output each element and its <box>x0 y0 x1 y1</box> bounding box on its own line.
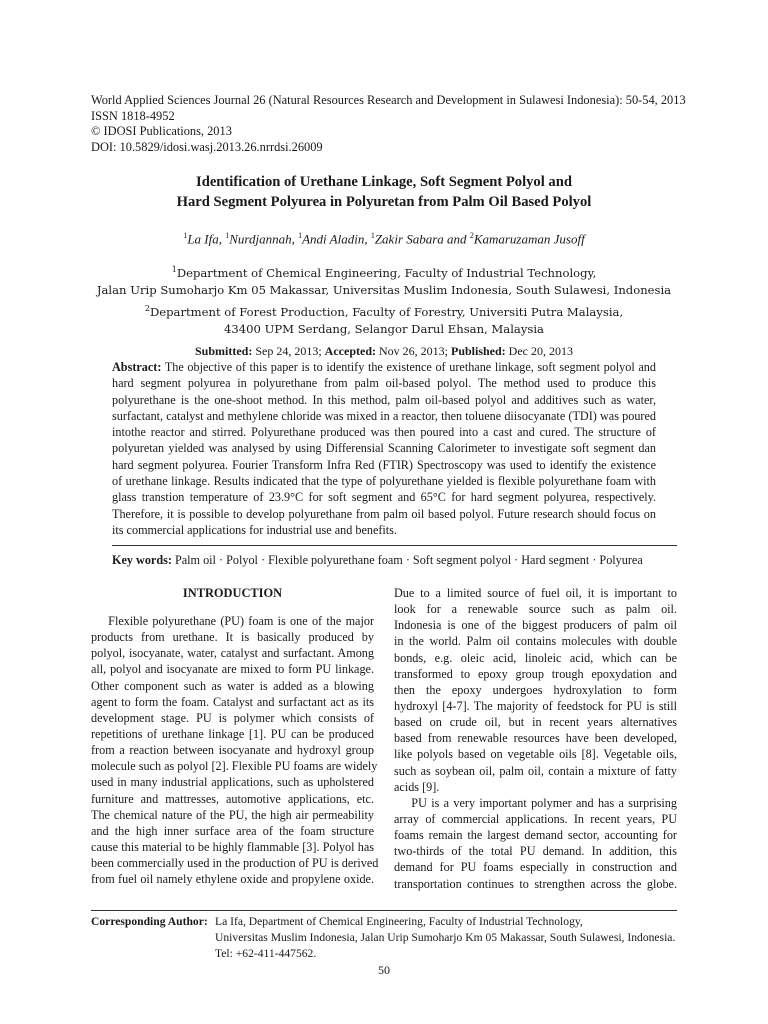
footer-line-2: Universitas Muslim Indonesia, Jalan Urip Sumoharjo Km 05 Makassar, South Sulawesi, Indonesia. <box>215 931 676 944</box>
abstract-label: Abstract: <box>112 360 162 374</box>
body-line: The chemical nature of the PU, the high air permeability <box>91 807 374 822</box>
body-line: such as soybean oil, palm oil, contain a mixture of fatty <box>394 763 677 778</box>
author-sup: 1 <box>225 231 230 240</box>
affiliation-text: Department of Forest Production, Faculty of Forestry, Universiti Putra Malaysia, <box>149 304 624 319</box>
affiliations <box>0 261 768 338</box>
abstract-line: Therefore, it is possible to develop polyurethane from palm oil based polyol. Future research should focus on <box>112 506 656 521</box>
copyright: © IDOSI Publications, 2013 <box>91 124 232 139</box>
corresponding-author <box>91 914 691 962</box>
keywords-label: Key words: <box>112 553 172 567</box>
body-line: like polyols based on vegetable oils [8]. Vegetable oils, <box>394 747 677 762</box>
abstract <box>112 359 656 538</box>
accepted-label: Accepted: <box>324 344 376 358</box>
body-line: and the high inner surface area of the foam structure <box>91 823 374 838</box>
body-line: cause this material to be highly flammable [3]. Polyol has <box>91 839 374 854</box>
author-name: Andi Aladin, <box>302 231 371 247</box>
abstract-line <box>112 359 656 375</box>
author-name: Nurdjannah, <box>229 231 299 247</box>
title-line-1: Identification of Urethane Linkage, Soft Segment Polyol and <box>196 174 572 190</box>
abstract-line: glass transtion temperature of 23.9°C for soft segment and 65°C for hard segment polyurea, respectively. <box>112 490 656 505</box>
affiliation-sup: 2 <box>144 303 150 313</box>
body-line: Flexible polyurethane (PU) foam is one of the major <box>91 614 374 628</box>
affiliation-1-line-1 <box>0 261 768 282</box>
body-line: agent to form the foam. Catalyst and surfactant act as its <box>91 694 374 709</box>
author-sup: 1 <box>298 231 303 240</box>
keywords-text: Palm oil · Polyol · Flexible polyurethane foam · Soft segment polyol · Hard segment · Polyurea <box>171 553 643 567</box>
abstract-line: hard segment polyurea. Fourier Transform Infra Red (FTIR) Spectroscopy was used to identify the existence <box>112 457 656 472</box>
affiliation-2-line-2: 43400 UPM Serdang, Selangor Darul Ehsan, Malaysia <box>224 321 544 336</box>
journal-header <box>91 93 691 155</box>
section-heading: INTRODUCTION <box>182 586 283 600</box>
abstract-line: its commercial applications for industrial use and benefits. <box>112 522 397 537</box>
spacer <box>91 601 374 613</box>
published-label: Published: <box>450 344 506 358</box>
abstract-line: polyuretan yielded was analysed by using Differensial Scanning Calorimeter to investigate soft segment dan <box>112 441 656 456</box>
author-sup: 2 <box>469 231 474 240</box>
corresponding-author-label: Corresponding Author: <box>91 915 208 928</box>
abstract-line: hard segment polyurea in polyurethane from palm oil-based polyol. The method used to produce this <box>112 376 656 391</box>
accepted-date: Nov 26, 2013; <box>375 344 451 358</box>
divider <box>112 545 677 546</box>
left-column <box>91 585 379 887</box>
title-line-2: Hard Segment Polyurea in Polyuretan from Palm Oil Based Polyol <box>176 194 592 210</box>
journal-citation: World Applied Sciences Journal 26 (Natural Resources Research and Development in Sulawesi Indonesia): 50-54, 2013 <box>91 93 686 107</box>
body-line: acids [9]. <box>394 779 440 794</box>
body-line: array of commercial applications. In recent years, PU <box>394 811 677 826</box>
right-column <box>394 585 677 892</box>
body-line: polyol, isocyanate, water, catalyst and surfactant. Among <box>91 646 374 661</box>
footer-divider <box>91 910 677 911</box>
body-line: demand for PU foams especially in construction and <box>394 860 677 875</box>
body-line: then the epoxy undergoes hydroxylation to form <box>394 682 677 697</box>
issn: ISSN 1818-4952 <box>91 108 175 123</box>
author-name: Kamaruzaman Jusoff <box>473 231 585 247</box>
body-line: based on crude oil, but in recent years alternatives <box>394 715 677 730</box>
footer-row <box>91 914 691 930</box>
author-sup: 1 <box>370 231 375 240</box>
publication-dates <box>0 344 768 359</box>
author-name: Zakir Sabara and <box>374 231 470 247</box>
body-line: transformed to epoxy group trough epoxydation and <box>394 666 677 681</box>
body-line: used in many industrial applications, such as upholstered <box>91 775 374 790</box>
body-line: hydroxyl [4-7]. The majority of feedstock for PU is still <box>394 698 677 713</box>
body-line: based from renewable resources have been developed, <box>394 731 677 746</box>
body-line: products from urethane. It is basically produced by <box>91 630 374 645</box>
author-list <box>0 227 768 247</box>
abstract-line: of urethane linkage. Results indicated that the type of polyurethane yielded is flexible polyurethane foam with <box>112 474 656 489</box>
abstract-line: intothe reactor and stirred. Polyurethane produced was then poured into a cast and cured. The structure of <box>112 425 656 440</box>
affiliation-1-line-2: Jalan Urip Sumoharjo Km 05 Makassar, Universitas Muslim Indonesia, South Sulawesi, Indonesia <box>96 283 672 298</box>
body-line: Due to a limited source of fuel oil, it is important to <box>394 586 677 600</box>
abstract-line: surfactant, catalyst and methylene chloride was mixed in a reactor, then toluene diisocyanate (TDI) was poured <box>112 408 656 423</box>
doi: DOI: 10.5829/idosi.wasj.2013.26.nrrdsi.26009 <box>91 139 323 154</box>
affiliation-2-line-1 <box>0 300 768 321</box>
abstract-text: The objective of this paper is to identify the existence of urethane linkage, soft segment polyol and <box>161 360 656 374</box>
keywords <box>112 552 672 568</box>
submitted-date: Sep 24, 2013; <box>252 344 325 358</box>
body-line: molecule such as polyol [2]. Flexible PU foams are widely <box>91 759 378 774</box>
footer-line-3: Tel: +62-411-447562. <box>215 947 317 960</box>
author-name: La Ifa, <box>187 231 226 247</box>
body-line: two-thirds of the total PU demand. In addition, this <box>394 844 677 859</box>
body-line: from fuel oil namely ethylene oxide and propylene oxide. <box>91 872 374 887</box>
footer-line-1: La Ifa, Department of Chemical Engineering, Faculty of Industrial Technology, <box>215 915 583 928</box>
published-date: Dec 20, 2013 <box>505 344 573 358</box>
body-line: development stage. PU is polymer which consists of <box>91 710 374 725</box>
body-line: all, polyol and isocyanate are mixed to form PU linkage. <box>91 662 374 677</box>
body-line: look for a renewable source such as palm oil. <box>394 602 677 617</box>
body-line: been commercially used in the production of PU is derived <box>91 856 379 871</box>
body-line: transportation continues to strengthen across the globe. <box>394 876 677 891</box>
body-line: bonds, e.g. oleic acid, linoleic acid, which can be <box>394 650 677 665</box>
page-number: 50 <box>378 963 390 977</box>
body-line: from a reaction between isocyanate and hydroxyl group <box>91 743 374 758</box>
author-sup: 1 <box>183 231 188 240</box>
paper-title <box>0 172 768 212</box>
body-line: repetitions of urethane linkage [1]. PU can be produced <box>91 726 374 741</box>
body-line: Indonesia is one of the biggest producers of palm oil <box>394 618 677 633</box>
body-line: foams remain the largest demand sector, accounting for <box>394 828 677 843</box>
affiliation-sup: 1 <box>171 265 177 274</box>
body-line: in the world. Palm oil contains molecules with double <box>394 634 677 649</box>
submitted-label: Submitted: <box>194 344 253 358</box>
body-line: PU is a very important polymer and has a surprising <box>394 795 677 810</box>
affiliation-text: Department of Chemical Engineering, Faculty of Industrial Technology, <box>176 265 597 280</box>
abstract-line: polyurethane is the one-shoot method. In this method, palm oil-based polyol and additives such as water, <box>112 392 656 407</box>
body-line: Other component such as water is added as a blowing <box>91 678 374 693</box>
body-line: furniture and mattresses, automotive applications, etc. <box>91 791 374 806</box>
